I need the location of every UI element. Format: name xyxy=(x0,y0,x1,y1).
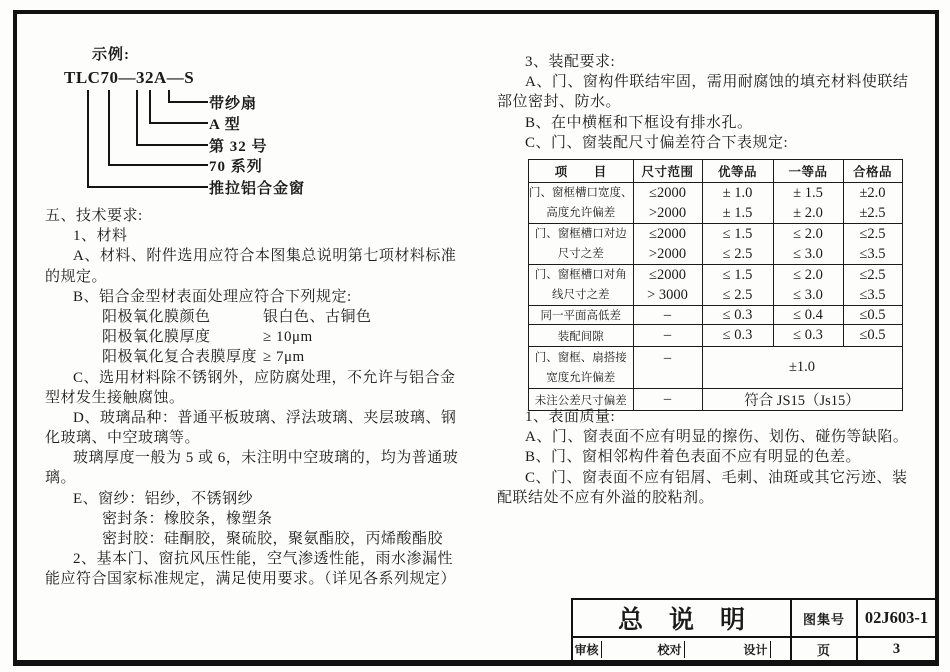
text-line: 的规定。 xyxy=(45,268,108,285)
text-line: 配联结处不应有外溢的胶粘剂。 xyxy=(497,489,715,506)
cell-text: >2000 xyxy=(648,246,687,262)
cell-text: ± 1.0 xyxy=(722,185,753,201)
text-line: 能应符合国家标准规定，满足使用要求。（详见各系列规定） xyxy=(45,571,457,588)
col-header-item: 项 目 xyxy=(529,160,634,183)
callout-screen-sash: 带纱扇 xyxy=(209,96,258,112)
spec-value: 银白色、古铜色 xyxy=(263,308,372,325)
text-line: B、门、窗相邻构件着色表面不应有明显的色差。 xyxy=(525,449,862,466)
col-header-range: 尺寸范围 xyxy=(633,160,702,183)
cell-text: ≤ 0.3 xyxy=(793,327,823,343)
text-line: A、门、窗表面不应有明显的擦伤、划伤、碰伤等缺陷。 xyxy=(525,429,909,446)
cell-text: ≤2000 xyxy=(649,267,686,283)
tolerance-table xyxy=(528,159,903,411)
cell-text: – xyxy=(663,306,672,323)
merged-cell: ±1.0 xyxy=(702,347,902,389)
cell-text: > 3000 xyxy=(647,287,688,303)
cell-text: ≤ 0.3 xyxy=(722,327,753,343)
cell-text: ≤0.5 xyxy=(859,306,886,323)
review-label: 审核 xyxy=(572,641,602,658)
cell-text: – xyxy=(663,391,672,407)
right-column-top xyxy=(497,52,932,153)
section-heading: 1、表面质量: xyxy=(525,409,616,425)
cell-text: 未注公差尺寸偏差 xyxy=(534,394,627,407)
text-line: A、材料、附件选用应符合本图集总说明第七项材料标准 xyxy=(73,248,457,265)
callout-sliding-window: 推拉铝合金窗 xyxy=(209,181,306,197)
left-column xyxy=(45,206,490,590)
atlas-number-label: 图集号 xyxy=(792,600,858,638)
spec-value: ≥ 10μm xyxy=(263,329,313,346)
text-line: C、门、窗表面不应有铝屑、毛刺、油斑或其它污迹、装 xyxy=(525,469,908,486)
cell-text: ≤2000 xyxy=(649,185,686,201)
signature-row xyxy=(573,638,792,662)
spec-label: 阳极氧化膜颜色 xyxy=(102,308,211,325)
callout-connector-line xyxy=(87,90,208,188)
design-label: 设计 xyxy=(741,641,771,658)
cell-text: ≤ 3.0 xyxy=(793,287,823,303)
callout-type-a: A 型 xyxy=(209,117,241,133)
sheet-title: 总说明 xyxy=(573,600,792,638)
table-row xyxy=(529,183,903,224)
cell-text: ≤2.5 xyxy=(859,226,886,242)
cell-text: ≤ 2.5 xyxy=(722,287,753,303)
spec-line xyxy=(45,347,490,367)
table-header-row xyxy=(529,160,903,183)
text-line: B、铝合金型材表面处理应符合下列规定: xyxy=(73,288,352,305)
section-heading: 3、装配要求: xyxy=(525,54,616,70)
cell-text: ≤0.5 xyxy=(859,327,886,343)
callout-series-70: 70 系列 xyxy=(209,159,263,175)
cell-text: ±2.0 xyxy=(859,185,886,201)
text-line: 密封胶：硅酮胶，聚硫胶，聚氨酯胶，丙烯酸酯胶 xyxy=(102,531,444,547)
col-header-premium: 优等品 xyxy=(702,160,773,183)
tolerance-table-container xyxy=(528,159,903,411)
cell-text: ≤ 2.0 xyxy=(793,267,823,283)
cell-text: ± 1.5 xyxy=(793,185,823,201)
cell-text: ≤3.5 xyxy=(859,246,886,262)
cell-text: 装配间隙 xyxy=(557,330,604,343)
text-line: C、选用材料除不锈钢外，应防腐处理，不允许与铝合金 xyxy=(73,369,456,386)
atlas-number-value: 02J603-1 xyxy=(858,600,937,638)
cell-text: ≤ 1.5 xyxy=(722,267,753,283)
cell-text: 尺寸之差 xyxy=(557,248,604,260)
text-line: B、在中横框和下框设有排水孔。 xyxy=(525,114,753,131)
section-heading: 五、技术要求: xyxy=(45,208,143,224)
spec-line xyxy=(45,307,490,327)
text-line: 璃。 xyxy=(45,470,77,487)
text-line: 部位密封、防水。 xyxy=(497,94,622,111)
spec-line xyxy=(45,327,490,347)
cell-text: ± 1.5 xyxy=(722,205,753,221)
cell-text: ±2.5 xyxy=(859,205,886,221)
text-line: E、窗纱：铝纱，不锈钢纱 xyxy=(73,490,254,507)
example-code: TLC70—32A—S xyxy=(64,68,195,87)
cell-text: 门、窗框、扇搭接 xyxy=(534,351,627,364)
cell-text: 同一平面高低差 xyxy=(540,310,621,322)
merged-cell: 符合 JS15（Js15） xyxy=(702,389,902,411)
spec-label: 阳极氧化复合表膜厚度 xyxy=(102,349,258,366)
cell-text: – xyxy=(663,349,672,366)
col-header-qualified: 合格品 xyxy=(843,160,902,183)
cell-text: ≤ 2.0 xyxy=(793,226,823,242)
cell-text: ≤ 3.0 xyxy=(793,246,823,262)
cell-text: 门、窗框槽口对角 xyxy=(534,269,627,281)
cell-text: ≤ 1.5 xyxy=(722,226,753,242)
title-block xyxy=(571,598,937,662)
col-header-first: 一等品 xyxy=(773,160,843,183)
text-line: 1、材料 xyxy=(73,228,128,245)
cell-text: ± 2.0 xyxy=(793,205,823,221)
table-row xyxy=(529,224,903,265)
table-row xyxy=(529,265,903,306)
text-line: C、门、窗装配尺寸偏差符合下表规定: xyxy=(525,134,789,151)
cell-text: >2000 xyxy=(648,205,687,221)
text-line: 玻璃厚度一般为 5 或 6，未注明中空玻璃的，均为普通玻 xyxy=(73,450,459,467)
cell-text: ≤ 0.3 xyxy=(722,306,753,323)
table-row xyxy=(529,325,903,347)
text-line: A、门、窗构件联结牢固，需用耐腐蚀的填充材料使联结 xyxy=(525,74,909,91)
cell-text: 门、窗框槽口宽度、 xyxy=(529,187,633,199)
spec-label: 阳极氧化膜厚度 xyxy=(102,329,211,346)
cell-text: ≤2000 xyxy=(649,226,686,242)
cell-text: 高度允许偏差 xyxy=(546,207,616,219)
text-line: 密封条：橡胶条，橡塑条 xyxy=(102,510,273,527)
cell-text: ≤ 0.4 xyxy=(793,306,823,323)
cell-text: – xyxy=(663,327,672,343)
right-column-bottom xyxy=(497,407,932,508)
cell-text: ≤3.5 xyxy=(859,287,886,303)
example-label: 示例: xyxy=(92,47,130,63)
cell-text: ≤2.5 xyxy=(859,267,886,283)
cell-text: ≤ 2.5 xyxy=(722,246,753,262)
cell-text: 宽度允许偏差 xyxy=(546,371,616,384)
callout-number-32: 第 32 号 xyxy=(209,139,268,155)
spec-value: ≥ 7μm xyxy=(263,349,305,366)
text-line: 2、基本门、窗抗风压性能，空气渗透性能，雨水渗漏性 xyxy=(73,551,454,568)
text-line: D、玻璃品种：普通平板玻璃、浮法玻璃、夹层玻璃、钢 xyxy=(73,409,457,426)
page-number: 3 xyxy=(858,638,937,662)
table-row xyxy=(529,306,903,325)
cell-text: 门、窗框槽口对边 xyxy=(534,228,627,240)
cell-text: 线尺寸之差 xyxy=(552,289,610,301)
proof-label: 校对 xyxy=(655,641,685,658)
text-line: 化玻璃、中空玻璃等。 xyxy=(45,430,201,447)
page-label: 页 xyxy=(792,638,858,662)
table-row xyxy=(529,347,903,389)
text-line: 型材发生接触腐蚀。 xyxy=(45,389,185,406)
